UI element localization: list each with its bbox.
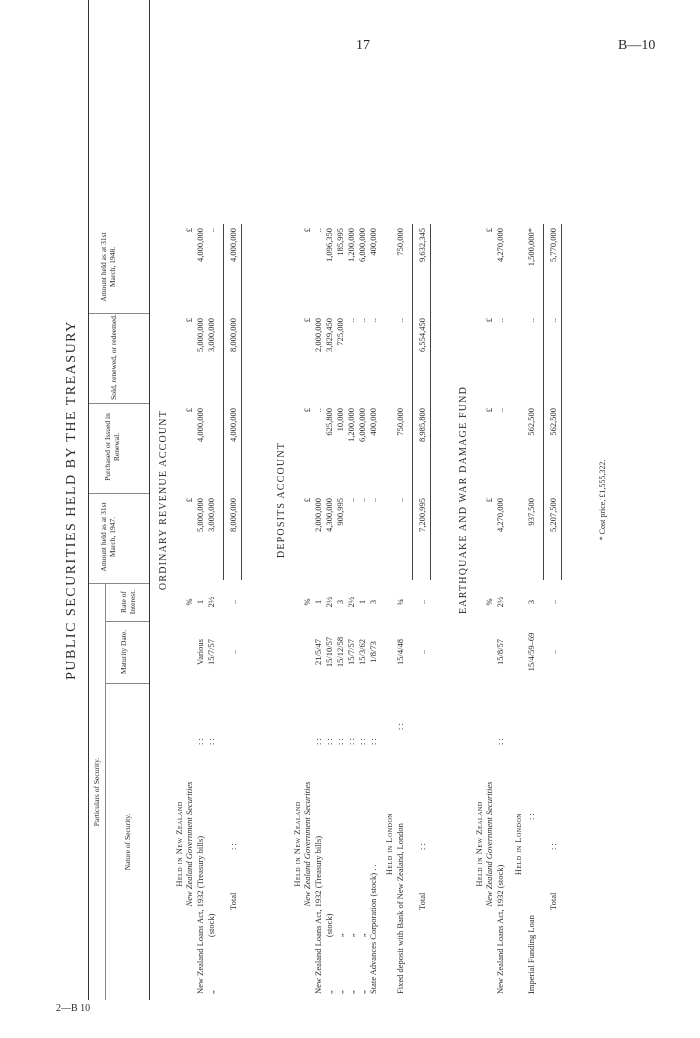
- total-held-1948: 5,770,000: [548, 228, 558, 262]
- security-name: State Advances Corporation (stock) . .: [368, 864, 378, 994]
- amount-sold: ..: [495, 318, 505, 323]
- header-maturity: Maturity Date.: [119, 629, 128, 675]
- amount-held-1948: 1,200,000: [346, 228, 356, 262]
- held-in-heading: Held in London: [384, 812, 394, 876]
- maturity-date: 15/3/62: [357, 639, 367, 665]
- amount-held-1947: 4,270,000: [495, 498, 505, 532]
- currency-symbol: £: [484, 408, 494, 413]
- security-name: Imperial Funding Loan: [526, 915, 536, 994]
- leader-dots: : :: [495, 738, 505, 745]
- interest-rate: 3: [526, 599, 536, 605]
- header-held-1947: Amount held as at 31st March, 1947.: [99, 502, 117, 572]
- leader-dots: : :: [526, 813, 536, 820]
- interest-rate: 2½: [346, 596, 356, 608]
- document-reference: B—10: [618, 38, 656, 53]
- amount-sold: ..: [395, 318, 405, 323]
- interest-rate: ..: [548, 599, 558, 605]
- held-in-heading: Held in New Zealand: [174, 801, 184, 887]
- amount-purchased: ..: [313, 408, 323, 413]
- amount-purchased: 10,000: [335, 408, 345, 432]
- maturity-date: 15/10/57: [324, 636, 334, 668]
- total-held-1947: 8,000,000: [228, 498, 238, 532]
- interest-rate: 2½: [206, 596, 216, 608]
- amount-held-1947: ..: [357, 498, 367, 503]
- currency-symbol: £: [184, 318, 194, 323]
- securities-subheading: New Zealand Government Securities: [302, 781, 312, 907]
- footer-reference: 2—B 10: [56, 1003, 91, 1014]
- total-row: [417, 0, 428, 1000]
- total-label: Total: [417, 892, 427, 910]
- amount-held-1947: 5,000,000: [195, 498, 205, 532]
- interest-rate: ..: [228, 599, 238, 605]
- amount-held-1947: ..: [368, 498, 378, 503]
- total-held-1948: 4,000,000: [228, 228, 238, 262]
- maturity-date: 15/4/48: [395, 639, 405, 665]
- amount-sold: 5,000,000: [195, 318, 205, 352]
- amount-held-1948: 1,096,350: [324, 228, 334, 262]
- securities-subheading: New Zealand Government Securities: [184, 781, 194, 907]
- leader-dots: : :: [335, 738, 345, 745]
- currency-symbol: £: [302, 318, 312, 323]
- interest-rate: 3: [335, 599, 345, 605]
- leader-dots: : :: [417, 843, 427, 850]
- amount-purchased: ..: [495, 408, 505, 413]
- security-name: „ „: [346, 933, 356, 994]
- table-row: [195, 0, 206, 1000]
- total-sold: ..: [548, 318, 558, 323]
- security-name: Fixed deposit with Bank of New Zealand, London: [395, 823, 405, 994]
- held-in-heading: Held in New Zealand: [474, 801, 484, 887]
- currency-symbol: %: [302, 598, 312, 606]
- total-held-1947: 7,200,995: [417, 498, 427, 532]
- currency-symbol: %: [484, 598, 494, 606]
- leader-dots: : :: [395, 723, 405, 730]
- amount-held-1947: 937,500: [526, 498, 536, 526]
- maturity-date: 15/7/57: [346, 639, 356, 665]
- security-name: „ „: [335, 933, 345, 994]
- security-name: „ (stock): [324, 913, 334, 994]
- section-title: ORDINARY REVENUE ACCOUNT: [158, 409, 169, 591]
- amount-held-1948: ..: [313, 228, 323, 233]
- amount-sold: ..: [526, 318, 536, 323]
- amount-held-1947: 3,000,000: [206, 498, 216, 532]
- amount-held-1947: 900,995: [335, 498, 345, 526]
- total-purchased: 8,985,800: [417, 408, 427, 442]
- leader-dots: : :: [195, 738, 205, 745]
- table-row: [495, 0, 506, 1000]
- maturity-date: ..: [417, 649, 427, 655]
- table-row: [324, 0, 335, 1000]
- table-row: [526, 0, 537, 1000]
- leader-dots: : :: [313, 738, 323, 745]
- table-header: [88, 0, 150, 1000]
- header-rate: Rate of Interest.: [119, 589, 137, 615]
- amount-held-1948: 4,000,000: [195, 228, 205, 262]
- amount-purchased: 562,500: [526, 408, 536, 436]
- maturity-date: 15/12/58: [335, 636, 345, 668]
- table-row: [395, 0, 406, 1000]
- security-name: „ (stock): [206, 913, 216, 994]
- leader-dots: : :: [548, 843, 558, 850]
- amount-held-1947: 4,300,000: [324, 498, 334, 532]
- amount-held-1948: 1,500,000*: [526, 228, 536, 267]
- interest-rate: 2½: [324, 596, 334, 608]
- amount-held-1948: 6,000,000: [357, 228, 367, 262]
- leader-dots: : :: [368, 738, 378, 745]
- total-sold: 8,000,000: [228, 318, 238, 352]
- header-particulars: Particulars of Security.: [92, 757, 101, 827]
- amount-sold: ..: [357, 318, 367, 323]
- amount-purchased: 4,000,000: [195, 408, 205, 442]
- interest-rate: 3: [368, 599, 378, 605]
- currency-symbol: £: [302, 408, 312, 413]
- interest-rate: ¾: [395, 598, 405, 606]
- leader-dots: : :: [206, 738, 216, 745]
- total-row: [228, 0, 239, 1000]
- amount-sold: 3,000,000: [206, 318, 216, 352]
- leader-dots: : :: [324, 738, 334, 745]
- maturity-date: 15/8/57: [495, 639, 505, 665]
- amount-sold: 2,000,000: [313, 318, 323, 352]
- header-sold: Sold, renewed, or redeemed.: [109, 314, 118, 400]
- security-name: New Zealand Loans Act, 1932 (stock): [495, 864, 505, 994]
- leader-dots: : :: [357, 738, 367, 745]
- amount-held-1948: 4,270,000: [495, 228, 505, 262]
- amount-purchased: 750,000: [395, 408, 405, 436]
- table-row: [313, 0, 324, 1000]
- maturity-date: 1/8/73: [368, 641, 378, 663]
- amount-sold: 3,829,450: [324, 318, 334, 352]
- amount-sold: ..: [346, 318, 356, 323]
- total-label: Total: [548, 892, 558, 910]
- total-held-1948: 9,632,345: [417, 228, 427, 262]
- total-sold: 6,554,450: [417, 318, 427, 352]
- total-label: Total: [228, 892, 238, 910]
- currency-symbol: £: [302, 498, 312, 503]
- currency-symbol: £: [484, 228, 494, 233]
- maturity-date: Various: [195, 639, 205, 665]
- amount-purchased: 6,000,000: [357, 408, 367, 442]
- currency-symbol: £: [184, 498, 194, 503]
- security-name: New Zealand Loans Act, 1932 (Treasury bills): [313, 835, 323, 994]
- section-title: DEPOSITS ACCOUNT: [276, 441, 287, 559]
- total-row: [548, 0, 559, 1000]
- amount-held-1948: 400,000: [368, 228, 378, 256]
- table-row: [368, 0, 379, 1000]
- amount-held-1948: ..: [206, 228, 216, 233]
- table-row: [206, 0, 217, 1000]
- currency-symbol: £: [184, 408, 194, 413]
- total-purchased: 4,000,000: [228, 408, 238, 442]
- page-number: 17: [356, 38, 370, 53]
- leader-dots: : :: [228, 843, 238, 850]
- footnote: * Cost price, £1,555,322.: [598, 459, 607, 541]
- security-name: New Zealand Loans Act, 1932 (Treasury bills): [195, 835, 205, 994]
- maturity-date: 15/4/59–69: [526, 632, 536, 672]
- total-held-1947: 5,207,500: [548, 498, 558, 532]
- interest-rate: 1: [357, 599, 367, 605]
- currency-symbol: £: [302, 228, 312, 233]
- amount-sold: ..: [368, 318, 378, 323]
- currency-symbol: £: [484, 318, 494, 323]
- table-row: [335, 0, 346, 1000]
- security-name: „ „: [357, 933, 367, 994]
- maturity-date: 21/5/47: [313, 639, 323, 665]
- rotated-table: [58, 0, 623, 1000]
- amount-sold: 725,000: [335, 318, 345, 346]
- amount-purchased: 1,200,000: [346, 408, 356, 442]
- held-in-heading: Held in London: [513, 812, 523, 876]
- leader-dots: : :: [346, 738, 356, 745]
- currency-symbol: £: [184, 228, 194, 233]
- header-held-1948: Amount held as at 31st March, 1948.: [99, 232, 117, 302]
- amount-held-1947: ..: [395, 498, 405, 503]
- total-purchased: 562,500: [548, 408, 558, 436]
- document-title: PUBLIC SECURITIES HELD BY THE TREASURY: [64, 320, 79, 680]
- interest-rate: 2½: [495, 596, 505, 608]
- securities-subheading: New Zealand Government Securities: [484, 781, 494, 907]
- amount-purchased: 625,800: [324, 408, 334, 436]
- interest-rate: 1: [195, 599, 205, 605]
- held-in-heading: Held in New Zealand: [292, 801, 302, 887]
- table-row: [357, 0, 368, 1000]
- amount-held-1948: 750,000: [395, 228, 405, 256]
- amount-held-1947: ..: [346, 498, 356, 503]
- table-row: [346, 0, 357, 1000]
- amount-held-1948: 185,995: [335, 228, 345, 256]
- maturity-date: 15/7/57: [206, 639, 216, 665]
- section-title: EARTHQUAKE AND WAR DAMAGE FUND: [458, 386, 469, 614]
- header-purchased: Purchased or Issued in Renewal.: [103, 413, 121, 481]
- maturity-date: ..: [548, 649, 558, 655]
- interest-rate: 1: [313, 599, 323, 605]
- amount-purchased: 400,000: [368, 408, 378, 436]
- currency-symbol: £: [484, 498, 494, 503]
- header-nature: Nature of Security.: [123, 813, 132, 871]
- maturity-date: ..: [228, 649, 238, 655]
- interest-rate: ..: [417, 599, 427, 605]
- currency-symbol: %: [184, 598, 194, 606]
- amount-held-1947: 2,000,000: [313, 498, 323, 532]
